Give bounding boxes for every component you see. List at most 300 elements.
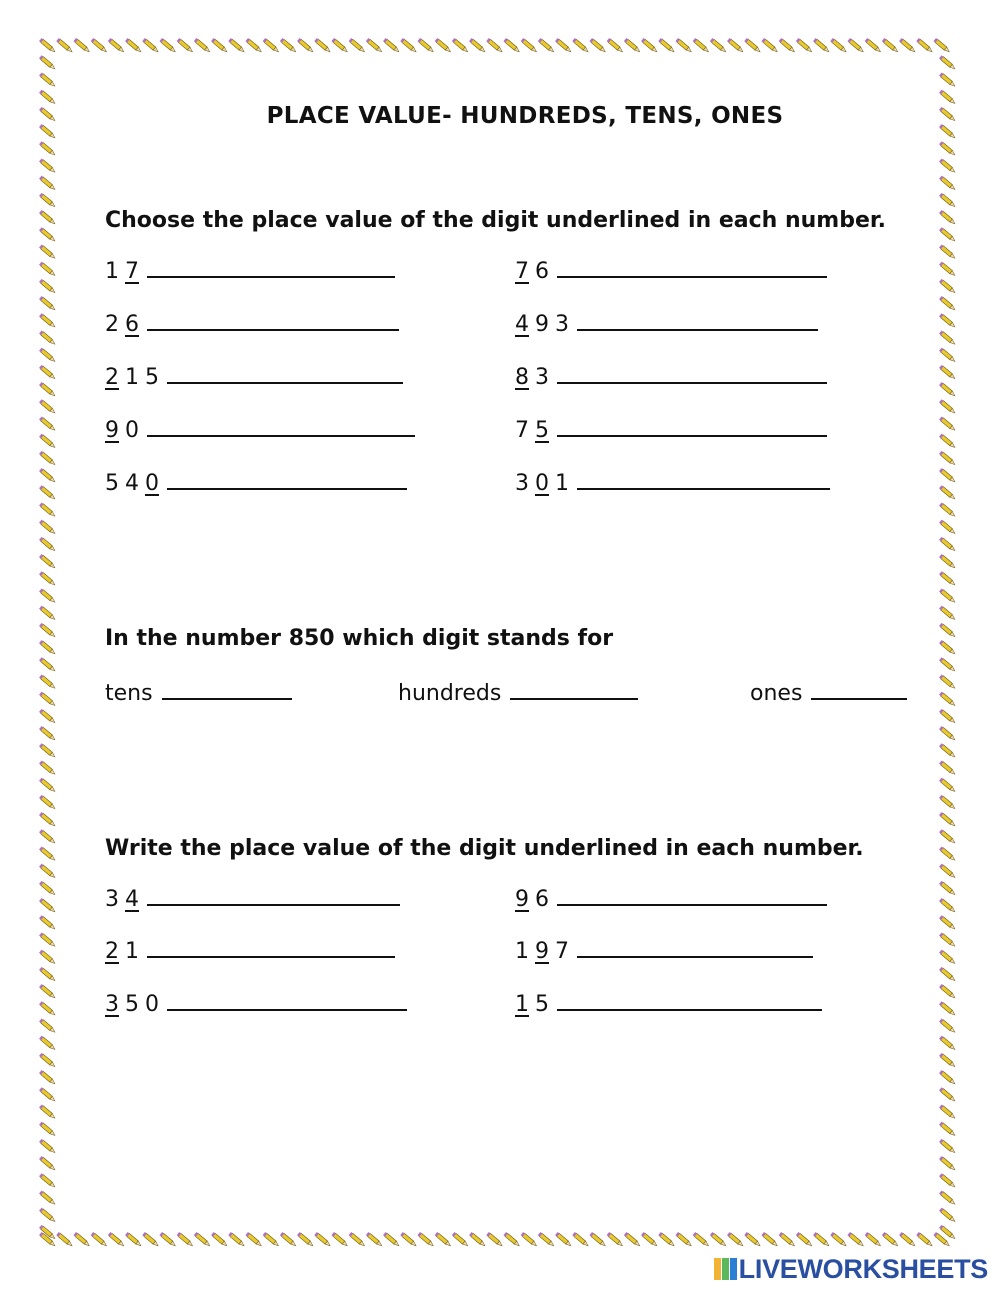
pencil-icon xyxy=(939,1208,956,1223)
pencil-icon xyxy=(125,38,142,53)
digit: 7 xyxy=(555,939,569,964)
pencil-icon xyxy=(727,1232,744,1247)
pencil-icon xyxy=(39,1001,56,1016)
section2-question: In the number 850 which digit stands for xyxy=(105,626,614,651)
pencil-icon xyxy=(939,1122,956,1137)
pencil-icon xyxy=(39,554,56,569)
pencil-icon xyxy=(39,864,56,879)
pencil-icon xyxy=(607,38,624,53)
pencil-icon xyxy=(39,279,56,294)
pencil-icon xyxy=(939,262,956,277)
section1-item xyxy=(515,470,830,496)
pencil-icon xyxy=(39,55,56,70)
pencil-icon xyxy=(280,38,297,53)
pencil-icon xyxy=(228,38,245,53)
pencil-icon xyxy=(939,227,956,242)
tens-label: tens xyxy=(105,681,153,706)
digit: 6 xyxy=(535,259,549,284)
answer-blank[interactable] xyxy=(577,470,830,490)
underlined-digit: 7 xyxy=(125,259,139,284)
pencil-icon xyxy=(939,1190,956,1205)
underlined-digit: 8 xyxy=(515,365,529,390)
pencil-icon xyxy=(39,967,56,982)
pencil-icon xyxy=(939,967,956,982)
pencil-icon xyxy=(39,915,56,930)
pencil-icon xyxy=(693,1232,710,1247)
pencil-icon xyxy=(39,210,56,225)
section1-item xyxy=(515,311,818,337)
underlined-digit: 1 xyxy=(515,992,529,1017)
digit: 3 xyxy=(535,365,549,390)
answer-blank[interactable] xyxy=(557,364,827,384)
answer-blank[interactable] xyxy=(167,991,407,1011)
pencil-icon xyxy=(779,38,796,53)
pencil-icon xyxy=(555,1232,572,1247)
answer-blank[interactable] xyxy=(557,258,827,278)
pencil-icon xyxy=(939,1104,956,1119)
pencil-icon xyxy=(939,571,956,586)
answer-blank[interactable] xyxy=(557,417,827,437)
pencil-icon xyxy=(39,451,56,466)
pencil-icon xyxy=(39,743,56,758)
section3-item xyxy=(105,886,400,912)
pencil-icon xyxy=(400,1232,417,1247)
digit: 9 xyxy=(535,312,549,337)
pencil-icon xyxy=(331,38,348,53)
pencil-icon xyxy=(589,1232,606,1247)
answer-blank[interactable] xyxy=(557,886,827,906)
pencil-icon xyxy=(39,571,56,586)
pencil-icon xyxy=(142,38,159,53)
pencil-icon xyxy=(830,38,847,53)
pencil-icon xyxy=(108,38,125,53)
digit: 5 xyxy=(535,992,549,1017)
digit: 1 xyxy=(125,939,139,964)
pencil-icon xyxy=(865,1232,882,1247)
pencil-icon xyxy=(39,244,56,259)
ones-prompt xyxy=(750,680,907,706)
pencil-icon xyxy=(675,38,692,53)
pencil-icon xyxy=(727,38,744,53)
pencil-icon xyxy=(39,313,56,328)
pencil-icon xyxy=(939,726,956,741)
pencil-icon xyxy=(417,1232,434,1247)
pencil-icon xyxy=(39,984,56,999)
pencil-icon xyxy=(314,38,331,53)
pencil-icon xyxy=(939,829,956,844)
pencil-icon xyxy=(39,1139,56,1154)
pencil-icon xyxy=(245,38,262,53)
pencil-icon xyxy=(939,193,956,208)
answer-blank[interactable] xyxy=(167,470,407,490)
underlined-digit: 0 xyxy=(145,471,159,496)
logo-text: LIVEWORKSHEETS xyxy=(738,1253,988,1284)
answer-blank[interactable] xyxy=(577,311,818,331)
pencil-icon xyxy=(469,1232,486,1247)
pencil-icon xyxy=(211,1232,228,1247)
pencil-icon xyxy=(813,38,830,53)
pencil-icon xyxy=(39,365,56,380)
pencil-icon xyxy=(194,38,211,53)
pencil-icon xyxy=(39,1122,56,1137)
pencil-icon xyxy=(939,434,956,449)
section1-item xyxy=(105,417,415,443)
pencil-icon xyxy=(813,1232,830,1247)
pencil-icon xyxy=(624,1232,641,1247)
pencil-icon xyxy=(39,657,56,672)
pencil-icon xyxy=(830,1232,847,1247)
section1-item xyxy=(105,258,395,284)
pencil-icon xyxy=(675,1232,692,1247)
pencil-icon xyxy=(572,1232,589,1247)
pencil-icon xyxy=(641,1232,658,1247)
pencil-icon xyxy=(452,38,469,53)
pencil-icon xyxy=(939,485,956,500)
ones-label: ones xyxy=(750,681,803,706)
pencil-icon xyxy=(939,984,956,999)
pencil-icon xyxy=(39,416,56,431)
pencil-icon xyxy=(486,38,503,53)
pencil-icon xyxy=(142,1232,159,1247)
pencil-icon xyxy=(503,1232,520,1247)
pencil-icon xyxy=(73,1232,90,1247)
pencil-icon xyxy=(658,1232,675,1247)
digit: 3 xyxy=(515,471,529,496)
pencil-icon xyxy=(39,709,56,724)
pencil-icon xyxy=(39,1190,56,1205)
pencil-icon xyxy=(39,1018,56,1033)
pencil-icon xyxy=(939,864,956,879)
pencil-icon xyxy=(56,38,73,53)
pencil-icon xyxy=(939,451,956,466)
pencil-icon xyxy=(761,38,778,53)
pencil-icon xyxy=(939,606,956,621)
hundreds-answer-field[interactable] xyxy=(510,680,638,700)
digit: 1 xyxy=(105,259,119,284)
pencil-icon xyxy=(125,1232,142,1247)
section1-item xyxy=(515,417,827,443)
underlined-digit: 4 xyxy=(125,887,139,912)
pencil-icon xyxy=(939,296,956,311)
pencil-icon xyxy=(366,1232,383,1247)
pencil-icon xyxy=(939,950,956,965)
pencil-icon xyxy=(939,348,956,363)
section1-item xyxy=(105,470,407,496)
answer-blank[interactable] xyxy=(147,886,400,906)
pencil-icon xyxy=(39,760,56,775)
pencil-icon xyxy=(39,382,56,397)
pencil-icon xyxy=(39,1156,56,1171)
pencil-icon xyxy=(366,38,383,53)
pencil-icon xyxy=(39,640,56,655)
section1-item xyxy=(105,311,399,337)
pencil-icon xyxy=(939,743,956,758)
digit: 1 xyxy=(125,365,139,390)
ones-answer-field[interactable] xyxy=(811,680,907,700)
pencil-icon xyxy=(314,1232,331,1247)
pencil-icon xyxy=(939,812,956,827)
pencil-icon xyxy=(39,795,56,810)
pencil-icon xyxy=(159,1232,176,1247)
pencil-icon xyxy=(744,1232,761,1247)
underlined-digit: 5 xyxy=(535,418,549,443)
pencil-icon xyxy=(939,760,956,775)
pencil-icon xyxy=(435,38,452,53)
pencil-icon xyxy=(939,382,956,397)
pencil-icon xyxy=(939,210,956,225)
pencil-icon xyxy=(39,434,56,449)
pencil-icon xyxy=(624,38,641,53)
section3-item xyxy=(515,938,813,964)
section3-instruction: Write the place value of the digit underlined in each number. xyxy=(105,836,864,861)
pencil-icon xyxy=(589,38,606,53)
pencil-icon xyxy=(39,1053,56,1068)
digit: 4 xyxy=(125,471,139,496)
section3-item xyxy=(105,991,407,1017)
digit: 3 xyxy=(105,887,119,912)
digit: 2 xyxy=(105,312,119,337)
pencil-icon xyxy=(939,932,956,947)
hundreds-prompt xyxy=(398,680,638,706)
underlined-digit: 0 xyxy=(535,471,549,496)
pencil-icon xyxy=(939,846,956,861)
pencil-icon xyxy=(177,1232,194,1247)
pencil-icon xyxy=(521,38,538,53)
pencil-icon xyxy=(693,38,710,53)
pencil-icon xyxy=(939,1087,956,1102)
pencil-icon xyxy=(939,640,956,655)
digit: 6 xyxy=(535,887,549,912)
digit: 5 xyxy=(125,992,139,1017)
pencil-icon xyxy=(349,1232,366,1247)
pencil-icon xyxy=(39,262,56,277)
pencil-icon xyxy=(280,1232,297,1247)
pencil-icon xyxy=(39,588,56,603)
pencil-icon xyxy=(417,38,434,53)
pencil-icon xyxy=(939,313,956,328)
pencil-icon xyxy=(39,1208,56,1223)
pencil-icon xyxy=(939,554,956,569)
pencil-icon xyxy=(939,1001,956,1016)
pencil-icon xyxy=(39,330,56,345)
pencil-icon xyxy=(939,898,956,913)
pencil-icon xyxy=(761,1232,778,1247)
pencil-icon xyxy=(939,141,956,156)
pencil-icon xyxy=(39,158,56,173)
answer-blank[interactable] xyxy=(577,938,813,958)
pencil-icon xyxy=(939,1173,956,1188)
pencil-icon xyxy=(538,1232,555,1247)
pencil-icon xyxy=(245,1232,262,1247)
pencil-icon xyxy=(39,726,56,741)
pencil-icon xyxy=(658,38,675,53)
answer-blank[interactable] xyxy=(147,417,415,437)
pencil-icon xyxy=(39,537,56,552)
pencil-icon xyxy=(39,1070,56,1085)
answer-blank[interactable] xyxy=(557,991,822,1011)
pencil-icon xyxy=(56,1232,73,1247)
pencil-icon xyxy=(469,38,486,53)
pencil-icon xyxy=(779,1232,796,1247)
pencil-icon xyxy=(555,38,572,53)
pencil-icon xyxy=(39,227,56,242)
pencil-icon xyxy=(939,468,956,483)
pencil-icon xyxy=(939,1053,956,1068)
pencil-icon xyxy=(939,692,956,707)
pencil-icon xyxy=(39,348,56,363)
tens-prompt xyxy=(105,680,292,706)
pencil-icon xyxy=(899,38,916,53)
pencil-icon xyxy=(939,588,956,603)
pencil-icon xyxy=(383,38,400,53)
digit: 0 xyxy=(125,418,139,443)
pencil-icon xyxy=(211,38,228,53)
digit: 0 xyxy=(145,992,159,1017)
pencil-icon xyxy=(91,1232,108,1247)
pencil-icon xyxy=(383,1232,400,1247)
pencil-icon xyxy=(39,950,56,965)
digit: 1 xyxy=(555,471,569,496)
pencil-icon xyxy=(796,1232,813,1247)
pencil-icon xyxy=(899,1232,916,1247)
pencil-icon xyxy=(916,38,933,53)
underlined-digit: 4 xyxy=(515,312,529,337)
pencil-icon xyxy=(939,1036,956,1051)
digit: 5 xyxy=(145,365,159,390)
pencil-icon xyxy=(847,1232,864,1247)
pencil-icon xyxy=(194,1232,211,1247)
pencil-icon xyxy=(939,279,956,294)
pencil-icon xyxy=(939,72,956,87)
pencil-icon xyxy=(538,38,555,53)
hundreds-label: hundreds xyxy=(398,681,502,706)
digit: 5 xyxy=(105,471,119,496)
pencil-icon xyxy=(39,692,56,707)
underlined-digit: 6 xyxy=(125,312,139,337)
pencil-icon xyxy=(452,1232,469,1247)
pencil-icon xyxy=(39,778,56,793)
pencil-icon xyxy=(331,1232,348,1247)
pencil-icon xyxy=(39,502,56,517)
pencil-icon xyxy=(847,38,864,53)
pencil-icon xyxy=(263,1232,280,1247)
pencil-icon xyxy=(349,38,366,53)
page-title: PLACE VALUE- HUNDREDS, TENS, ONES xyxy=(266,103,784,129)
section3-item xyxy=(105,938,395,964)
pencil-icon xyxy=(400,38,417,53)
logo-icon xyxy=(713,1256,739,1282)
underlined-digit: 9 xyxy=(515,887,529,912)
pencil-icon xyxy=(865,38,882,53)
tens-answer-field[interactable] xyxy=(162,680,292,700)
pencil-icon xyxy=(39,829,56,844)
pencil-icon xyxy=(263,38,280,53)
pencil-icon xyxy=(607,1232,624,1247)
section3-item xyxy=(515,886,827,912)
pencil-icon xyxy=(521,1232,538,1247)
pencil-icon xyxy=(39,176,56,191)
pencil-icon xyxy=(39,623,56,638)
pencil-icon xyxy=(744,38,761,53)
pencil-icon xyxy=(228,1232,245,1247)
section3-item xyxy=(515,991,822,1017)
pencil-icon xyxy=(39,674,56,689)
pencil-icon xyxy=(39,1104,56,1119)
pencil-icon xyxy=(939,795,956,810)
pencil-icon xyxy=(939,330,956,345)
pencil-icon xyxy=(916,1232,933,1247)
pencil-icon xyxy=(939,674,956,689)
pencil-icon xyxy=(939,520,956,535)
pencil-icon xyxy=(39,1036,56,1051)
pencil-icon xyxy=(39,72,56,87)
pencil-icon xyxy=(939,709,956,724)
underlined-digit: 7 xyxy=(515,259,529,284)
pencil-icon xyxy=(933,38,950,53)
underlined-digit: 2 xyxy=(105,939,119,964)
answer-blank[interactable] xyxy=(167,364,403,384)
pencil-icon xyxy=(503,38,520,53)
pencil-icon xyxy=(39,520,56,535)
pencil-icon xyxy=(939,1139,956,1154)
pencil-icon xyxy=(39,1173,56,1188)
pencil-icon xyxy=(39,485,56,500)
pencil-icon xyxy=(39,812,56,827)
section1-item xyxy=(105,364,403,390)
underlined-digit: 2 xyxy=(105,365,119,390)
pencil-icon xyxy=(39,881,56,896)
digit: 7 xyxy=(515,418,529,443)
pencil-icon xyxy=(939,416,956,431)
pencil-icon xyxy=(39,38,56,53)
answer-blank[interactable] xyxy=(147,938,395,958)
digit: 3 xyxy=(555,312,569,337)
pencil-icon xyxy=(882,1232,899,1247)
pencil-icon xyxy=(297,38,314,53)
pencil-icon xyxy=(91,38,108,53)
digit: 1 xyxy=(515,939,529,964)
pencil-icon xyxy=(39,898,56,913)
pencil-icon xyxy=(939,1156,956,1171)
pencil-icon xyxy=(435,1232,452,1247)
pencil-icon xyxy=(39,141,56,156)
pencil-icon xyxy=(939,244,956,259)
section1-item xyxy=(515,364,827,390)
answer-blank[interactable] xyxy=(147,311,399,331)
underlined-digit: 9 xyxy=(535,939,549,964)
pencil-icon xyxy=(939,55,956,70)
pencil-icon xyxy=(39,468,56,483)
pencil-icon xyxy=(39,846,56,861)
pencil-icon xyxy=(641,38,658,53)
section1-item xyxy=(515,258,827,284)
pencil-icon xyxy=(73,38,90,53)
pencil-icon xyxy=(939,1018,956,1033)
pencil-icon xyxy=(939,623,956,638)
pencil-icon xyxy=(939,778,956,793)
pencil-icon xyxy=(939,176,956,191)
liveworksheets-logo xyxy=(713,1255,988,1283)
pencil-icon xyxy=(939,657,956,672)
pencil-icon xyxy=(939,365,956,380)
pencil-icon xyxy=(939,881,956,896)
pencil-icon xyxy=(108,1232,125,1247)
section1-instruction: Choose the place value of the digit underlined in each number. xyxy=(105,208,886,233)
pencil-icon xyxy=(39,296,56,311)
pencil-icon xyxy=(39,606,56,621)
answer-blank[interactable] xyxy=(147,258,395,278)
pencil-icon xyxy=(939,1070,956,1085)
